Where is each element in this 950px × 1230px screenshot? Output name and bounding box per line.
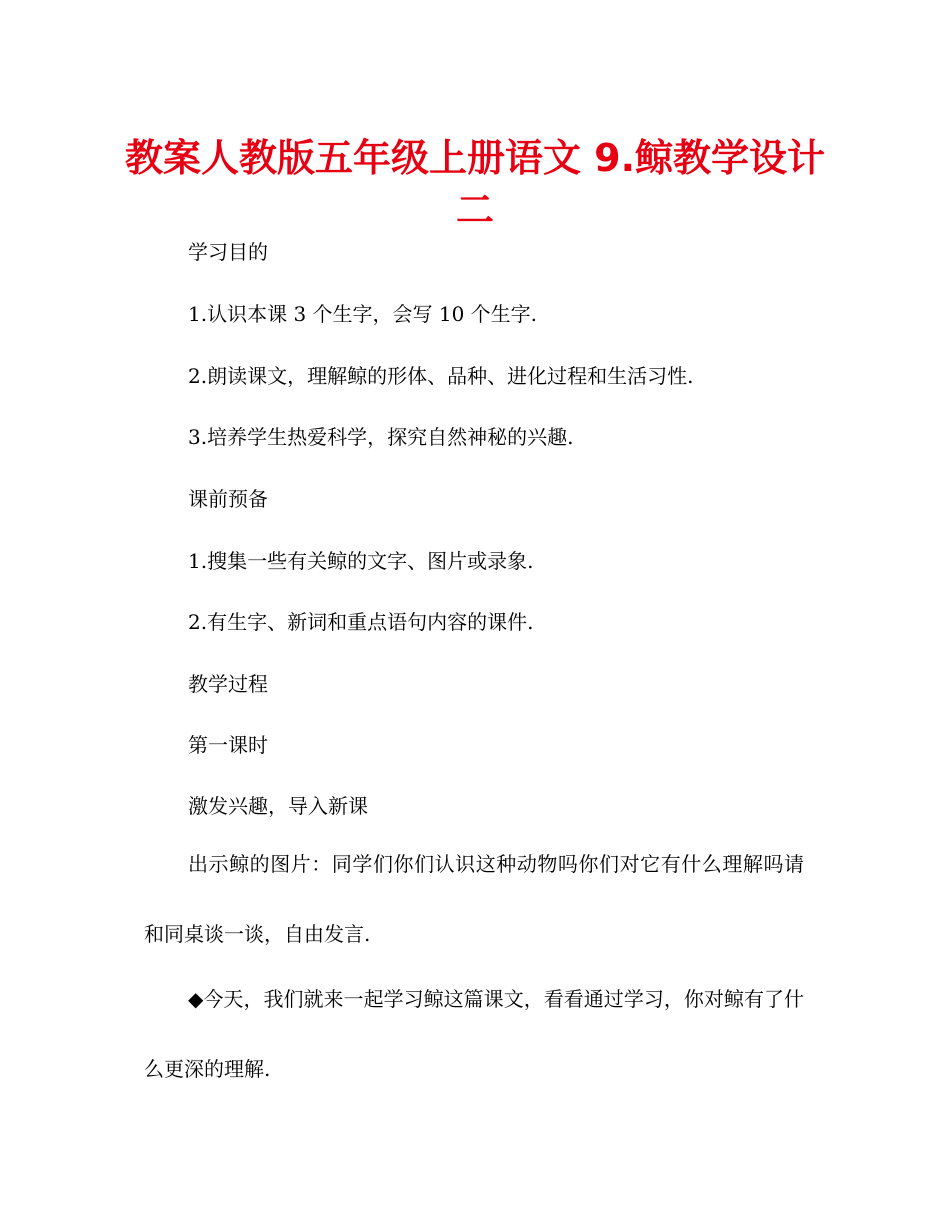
- document-title: 教案人教版五年级上册语文 9.鲸教学设计二: [124, 136, 826, 232]
- objective-item-2: 2.朗读课文，理解鲸的形体、品种、进化过程和生活习性.: [188, 364, 694, 388]
- preparation-item-2: 2.有生字、新词和重点语句内容的课件.: [188, 610, 534, 634]
- section-heading-process: 教学过程: [188, 672, 268, 696]
- step-heading-intro: 激发兴趣，导入新课: [188, 794, 368, 818]
- preparation-item-1: 1.搜集一些有关鲸的文字、图片或录象.: [188, 549, 534, 573]
- objective-item-1: 1.认识本课 3 个生字，会写 10 个生字.: [188, 302, 538, 326]
- body-paragraph-today: ◆今天，我们就来一起学习鲸这篇课文，看看通过学习，你对鲸有了什么更深的理解.: [144, 987, 804, 1081]
- objective-item-3: 3.培养学生热爱科学，探究自然神秘的兴趣.: [188, 425, 574, 449]
- section-heading-objectives: 学习目的: [188, 240, 268, 264]
- body-paragraph-picture: 出示鲸的图片：同学们你们认识这种动物吗你们对它有什么理解吗请和同桌谈一谈，自由发言.: [144, 852, 804, 946]
- lesson-heading-first: 第一课时: [188, 733, 268, 757]
- section-heading-preparation: 课前预备: [188, 487, 268, 511]
